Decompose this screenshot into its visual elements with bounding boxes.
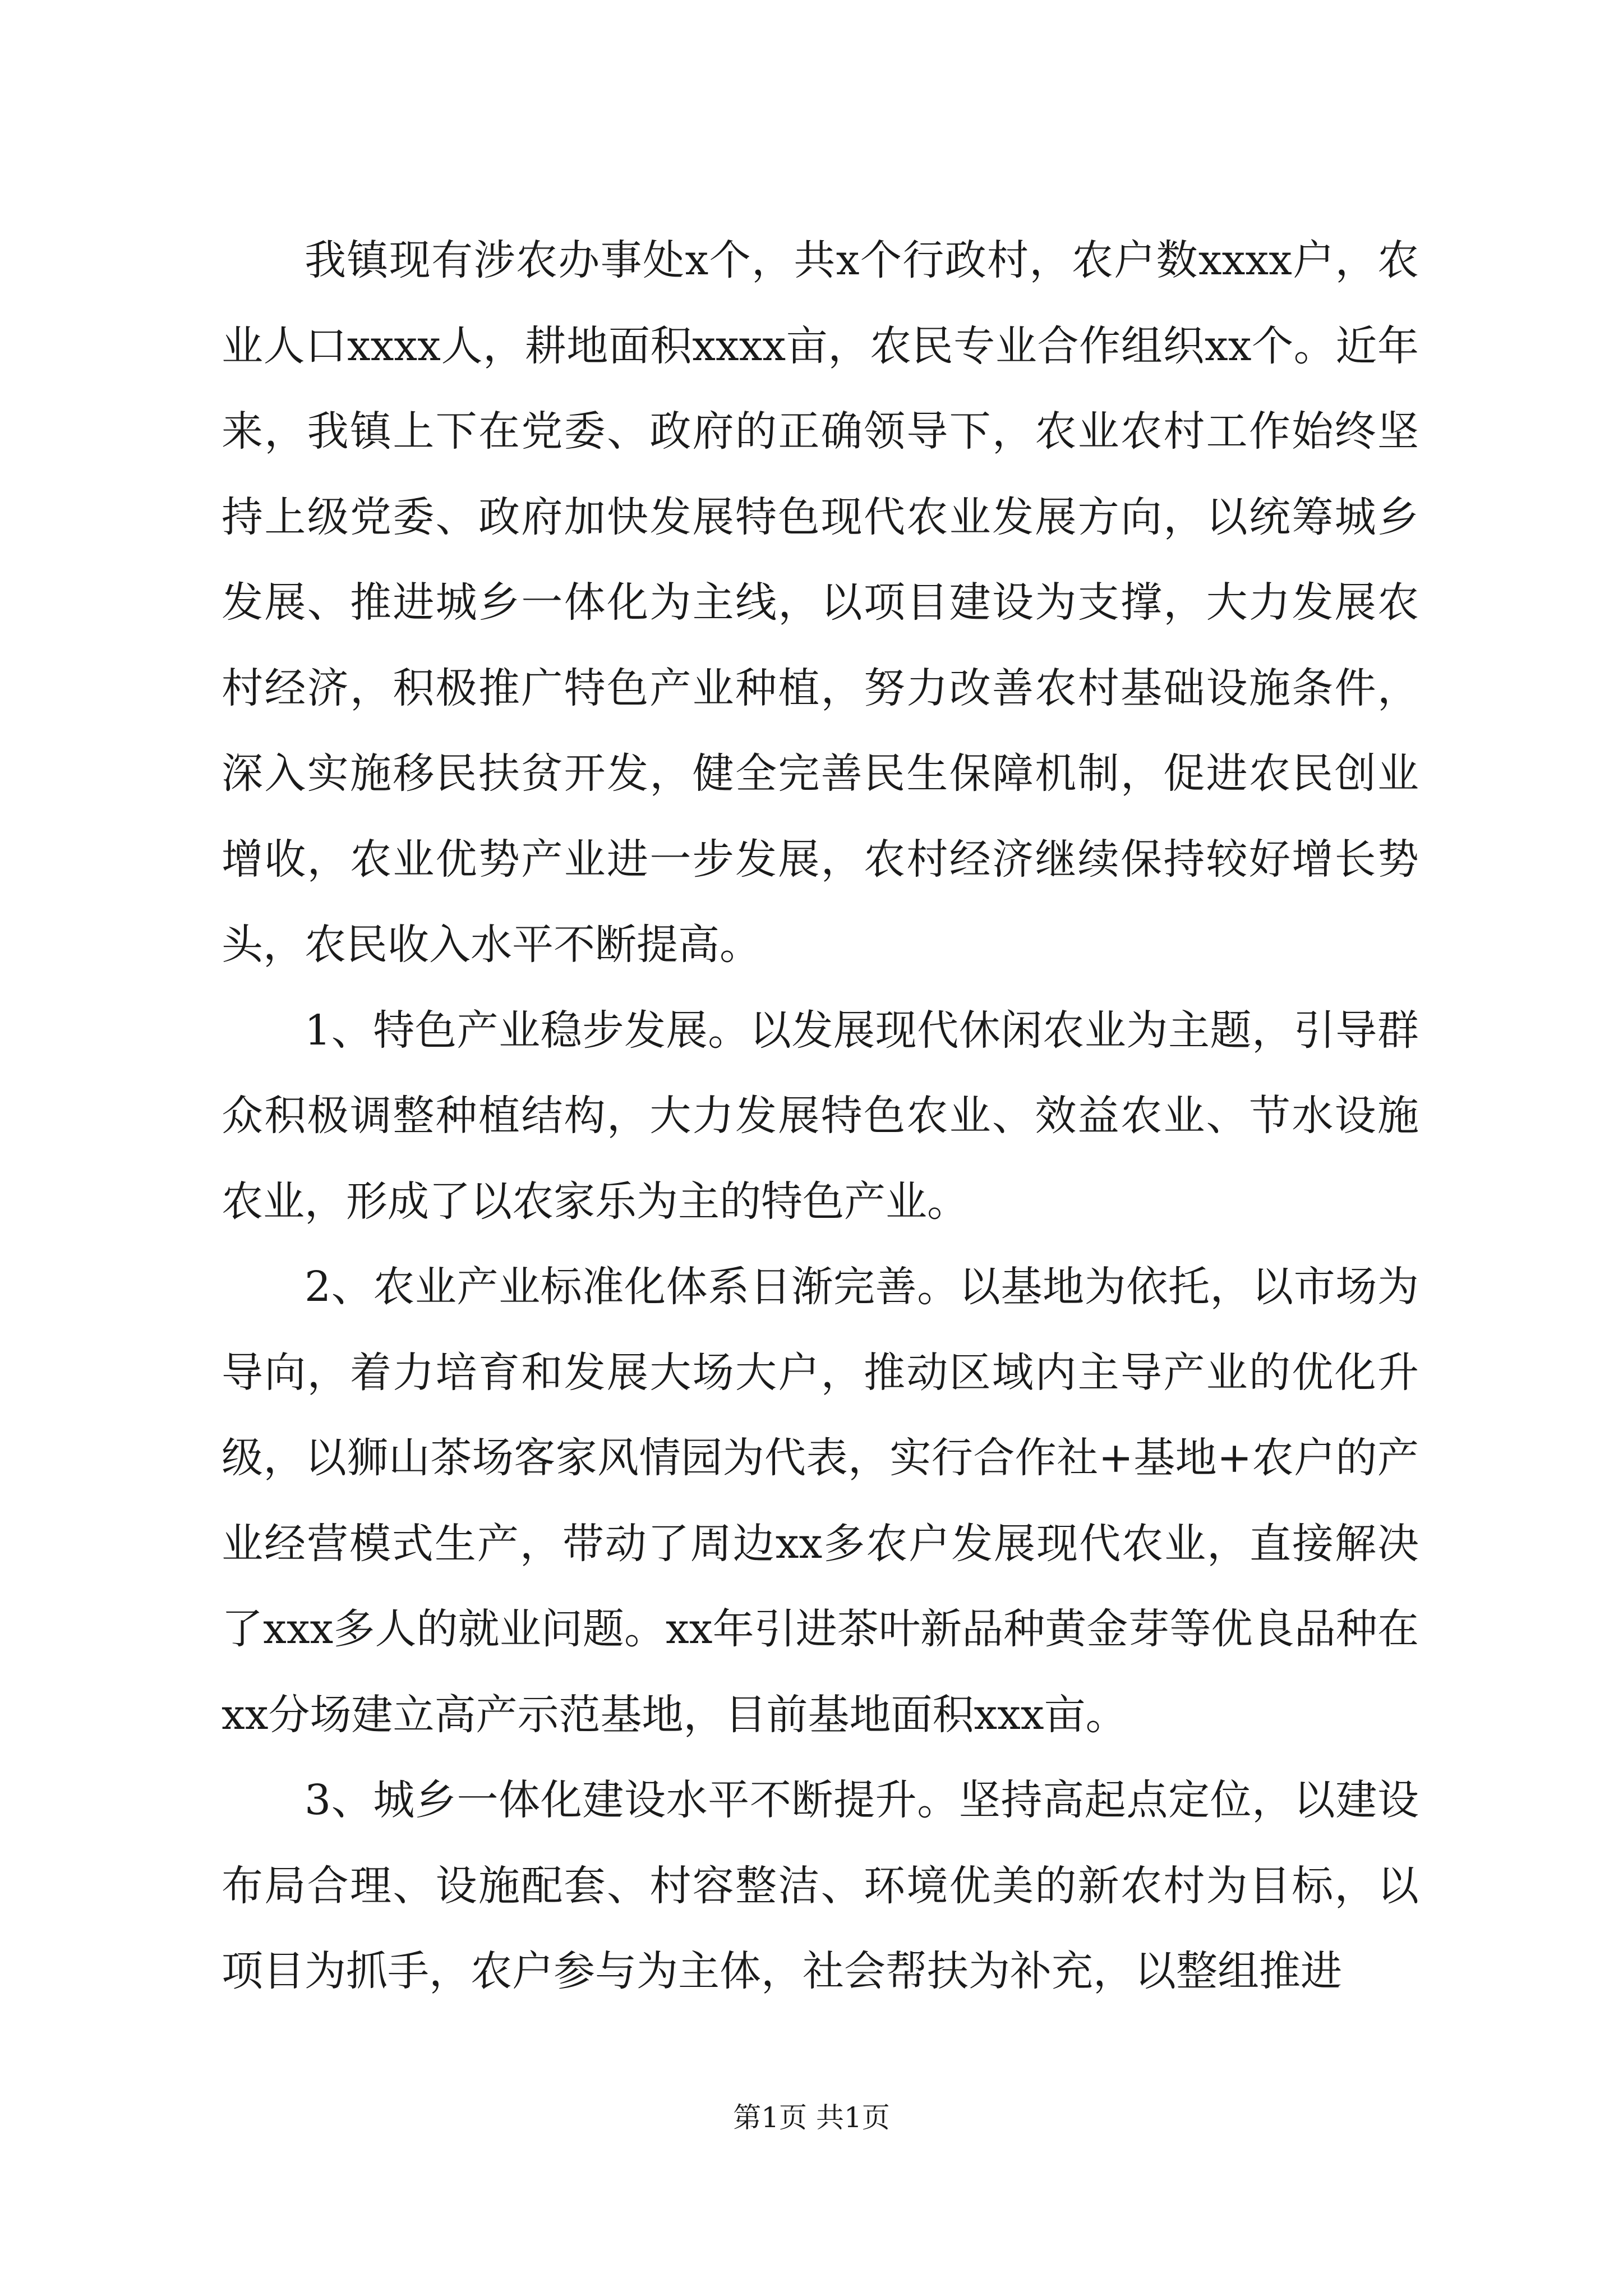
paragraph-intro: 我镇现有涉农办事处x个，共x个行政村，农户数xxxx户，农业人口xxxx人，耕地面积xxxx亩，农民专业合作组织xx个。近年来，我镇上下在党委、政府的正确领导下，农业农村工作始终坚持上级党委、政府加快发展特色现代农业发展方向，以统筹城乡发展、推进城乡一体化为主线，以项目建设为支撑，大力发展农村经济，积极推广特色产业种植，努力改善农村基础设施条件，深入实施移民扶贫开发，健全完善民生保障机制，促进农民创业增收，农业优势产业进一步发展，农村经济继续保持较好增长势头，农民收入水平不断提高。 bbox=[222, 236, 1419, 969]
paragraph-item-3: 3、城乡一体化建设水平不断提升。坚持高起点定位，以建设布局合理、设施配套、村容整洁、环境优美的新农村为目标，以项目为抓手，农户参与为主体，社会帮扶为补充，以整组推进 bbox=[222, 1776, 1419, 1995]
page-footer bbox=[0, 2098, 1623, 2137]
page-number-label: 第1页 共1页 bbox=[733, 2101, 890, 2134]
paragraph-item-2: 2、农业产业标准化体系日渐完善。以基地为依托，以市场为导向，着力培育和发展大场大户，推动区域内主导产业的优化升级，以狮山茶场客家风情园为代表，实行合作社+基地+农户的产业经营模式生产，带动了周边xx多农户发展现代农业，直接解决了xxx多人的就业问题。xx年引进茶叶新品种黄金芽等优良品种在xx分场建立高产示范基地，目前基地面积xxx亩。 bbox=[222, 1263, 1419, 1739]
paragraph-item-1: 1、特色产业稳步发展。以发展现代休闲农业为主题，引导群众积极调整种植结构，大力发展特色农业、效益农业、节水设施农业，形成了以农家乐为主的特色产业。 bbox=[222, 1006, 1419, 1226]
document-body bbox=[222, 218, 1419, 2014]
